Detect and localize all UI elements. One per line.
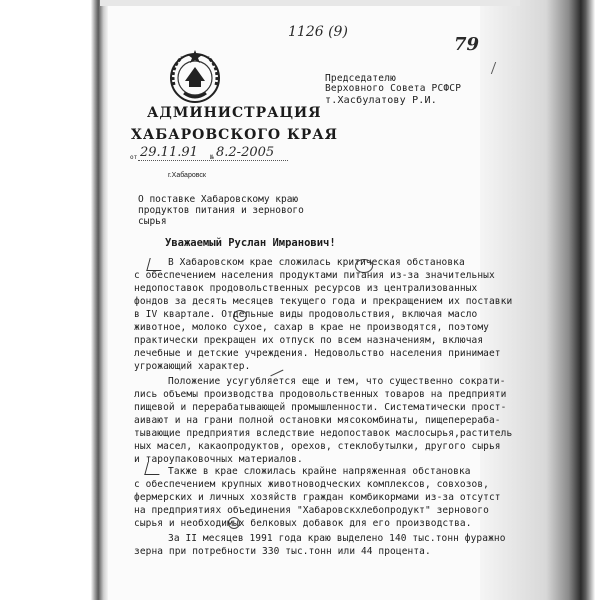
body-line: лись объемы производства продовольственных товаров на предприяти <box>134 389 507 400</box>
body-line: с обеспечением населения продуктами питания из-за значительных <box>134 270 495 281</box>
body-line: практически прекращен их отпуск по всем назначениям, включая <box>134 335 484 346</box>
body-line: животное, молоко сухое, сахар в крае не производятся, поэтому <box>134 322 489 333</box>
addressee-name: т.Хасбулатову Р.И. <box>325 95 437 106</box>
body-line: пищевой и перерабатывающей промышленности. Систематически прост- <box>134 402 507 413</box>
handwritten-date: 29.11.91 <box>140 145 198 160</box>
handwritten-archive-note: 1126 (9) <box>288 24 348 40</box>
handwritten-outgoing-number: 8.2-2005 <box>216 145 275 160</box>
body-line: ных масел, какаопродуктов, орехов, стеклобутылки, другого сырья <box>134 441 501 452</box>
subject-line: сырья <box>138 216 167 227</box>
city-label: г.Хабаровск <box>168 172 206 179</box>
body-line: фермерских и личных хозяйств граждан комбикормами из-за отсутст <box>134 492 501 503</box>
body-line: сырья и необходимых белковых добавок для его производства. <box>134 518 472 529</box>
body-line: За II месяцев 1991 года краю выделено 140 тыс.тонн фуражно <box>168 533 506 544</box>
salutation: Уважаемый Руслан Имранович! <box>165 237 336 249</box>
addressee-line: Председателю <box>325 73 397 84</box>
body-line: на предприятиях объединения "Хабаровскхлебопродукт" зернового <box>134 505 489 516</box>
body-line: и тароупаковочных материалов. <box>134 454 303 465</box>
body-line: тывающие предприятия вследствие недопоставок маслосырья,раститель <box>134 428 513 439</box>
organization-region: ХАБАРОВСКОГО КРАЯ <box>131 127 339 143</box>
pen-mark <box>485 62 496 74</box>
rsfsr-coat-of-arms-icon <box>162 45 228 111</box>
date-prefix: от <box>130 154 138 161</box>
body-line: с обеспечением крупных животноводческих комплексов, совхозов, <box>134 479 489 490</box>
subject-line: О поставке Хабаровскому краю <box>138 194 299 205</box>
body-line: недопоставок продовольственных ресурсов из централизованных <box>134 283 478 294</box>
body-line: угрожающий характер. <box>134 361 251 372</box>
subject-line: продуктов питания и зернового <box>138 205 304 216</box>
organization-name: АДМИНИСТРАЦИЯ <box>147 105 322 121</box>
body-line: аивают и на грани полной остановки мясокомбинаты, пищеперераба- <box>134 415 501 426</box>
body-line: лечебные и детские учреждения. Недовольство населения принимает <box>134 348 501 359</box>
handwritten-page-number: 79 <box>454 34 480 55</box>
body-line: в IV квартале. Отдельные виды продовольствия, включая масло <box>134 309 478 320</box>
body-line: зерна при потребности 330 тыс.тонн или 44 процента. <box>134 546 431 557</box>
body-line: В Хабаровском крае сложилась критическая обстановка <box>168 257 465 268</box>
number-prefix: № <box>210 154 214 161</box>
date-line <box>138 160 288 161</box>
body-line: Положение усугубляется еще и тем, что существенно сократи- <box>168 376 506 387</box>
body-line: фондов за десять месяцев текущего года и прекращением их поставки <box>134 296 513 307</box>
addressee-line: Верховного Совета РСФСР <box>325 83 462 94</box>
body-line: Также в крае сложилась крайне напряженная обстановка <box>168 466 471 477</box>
